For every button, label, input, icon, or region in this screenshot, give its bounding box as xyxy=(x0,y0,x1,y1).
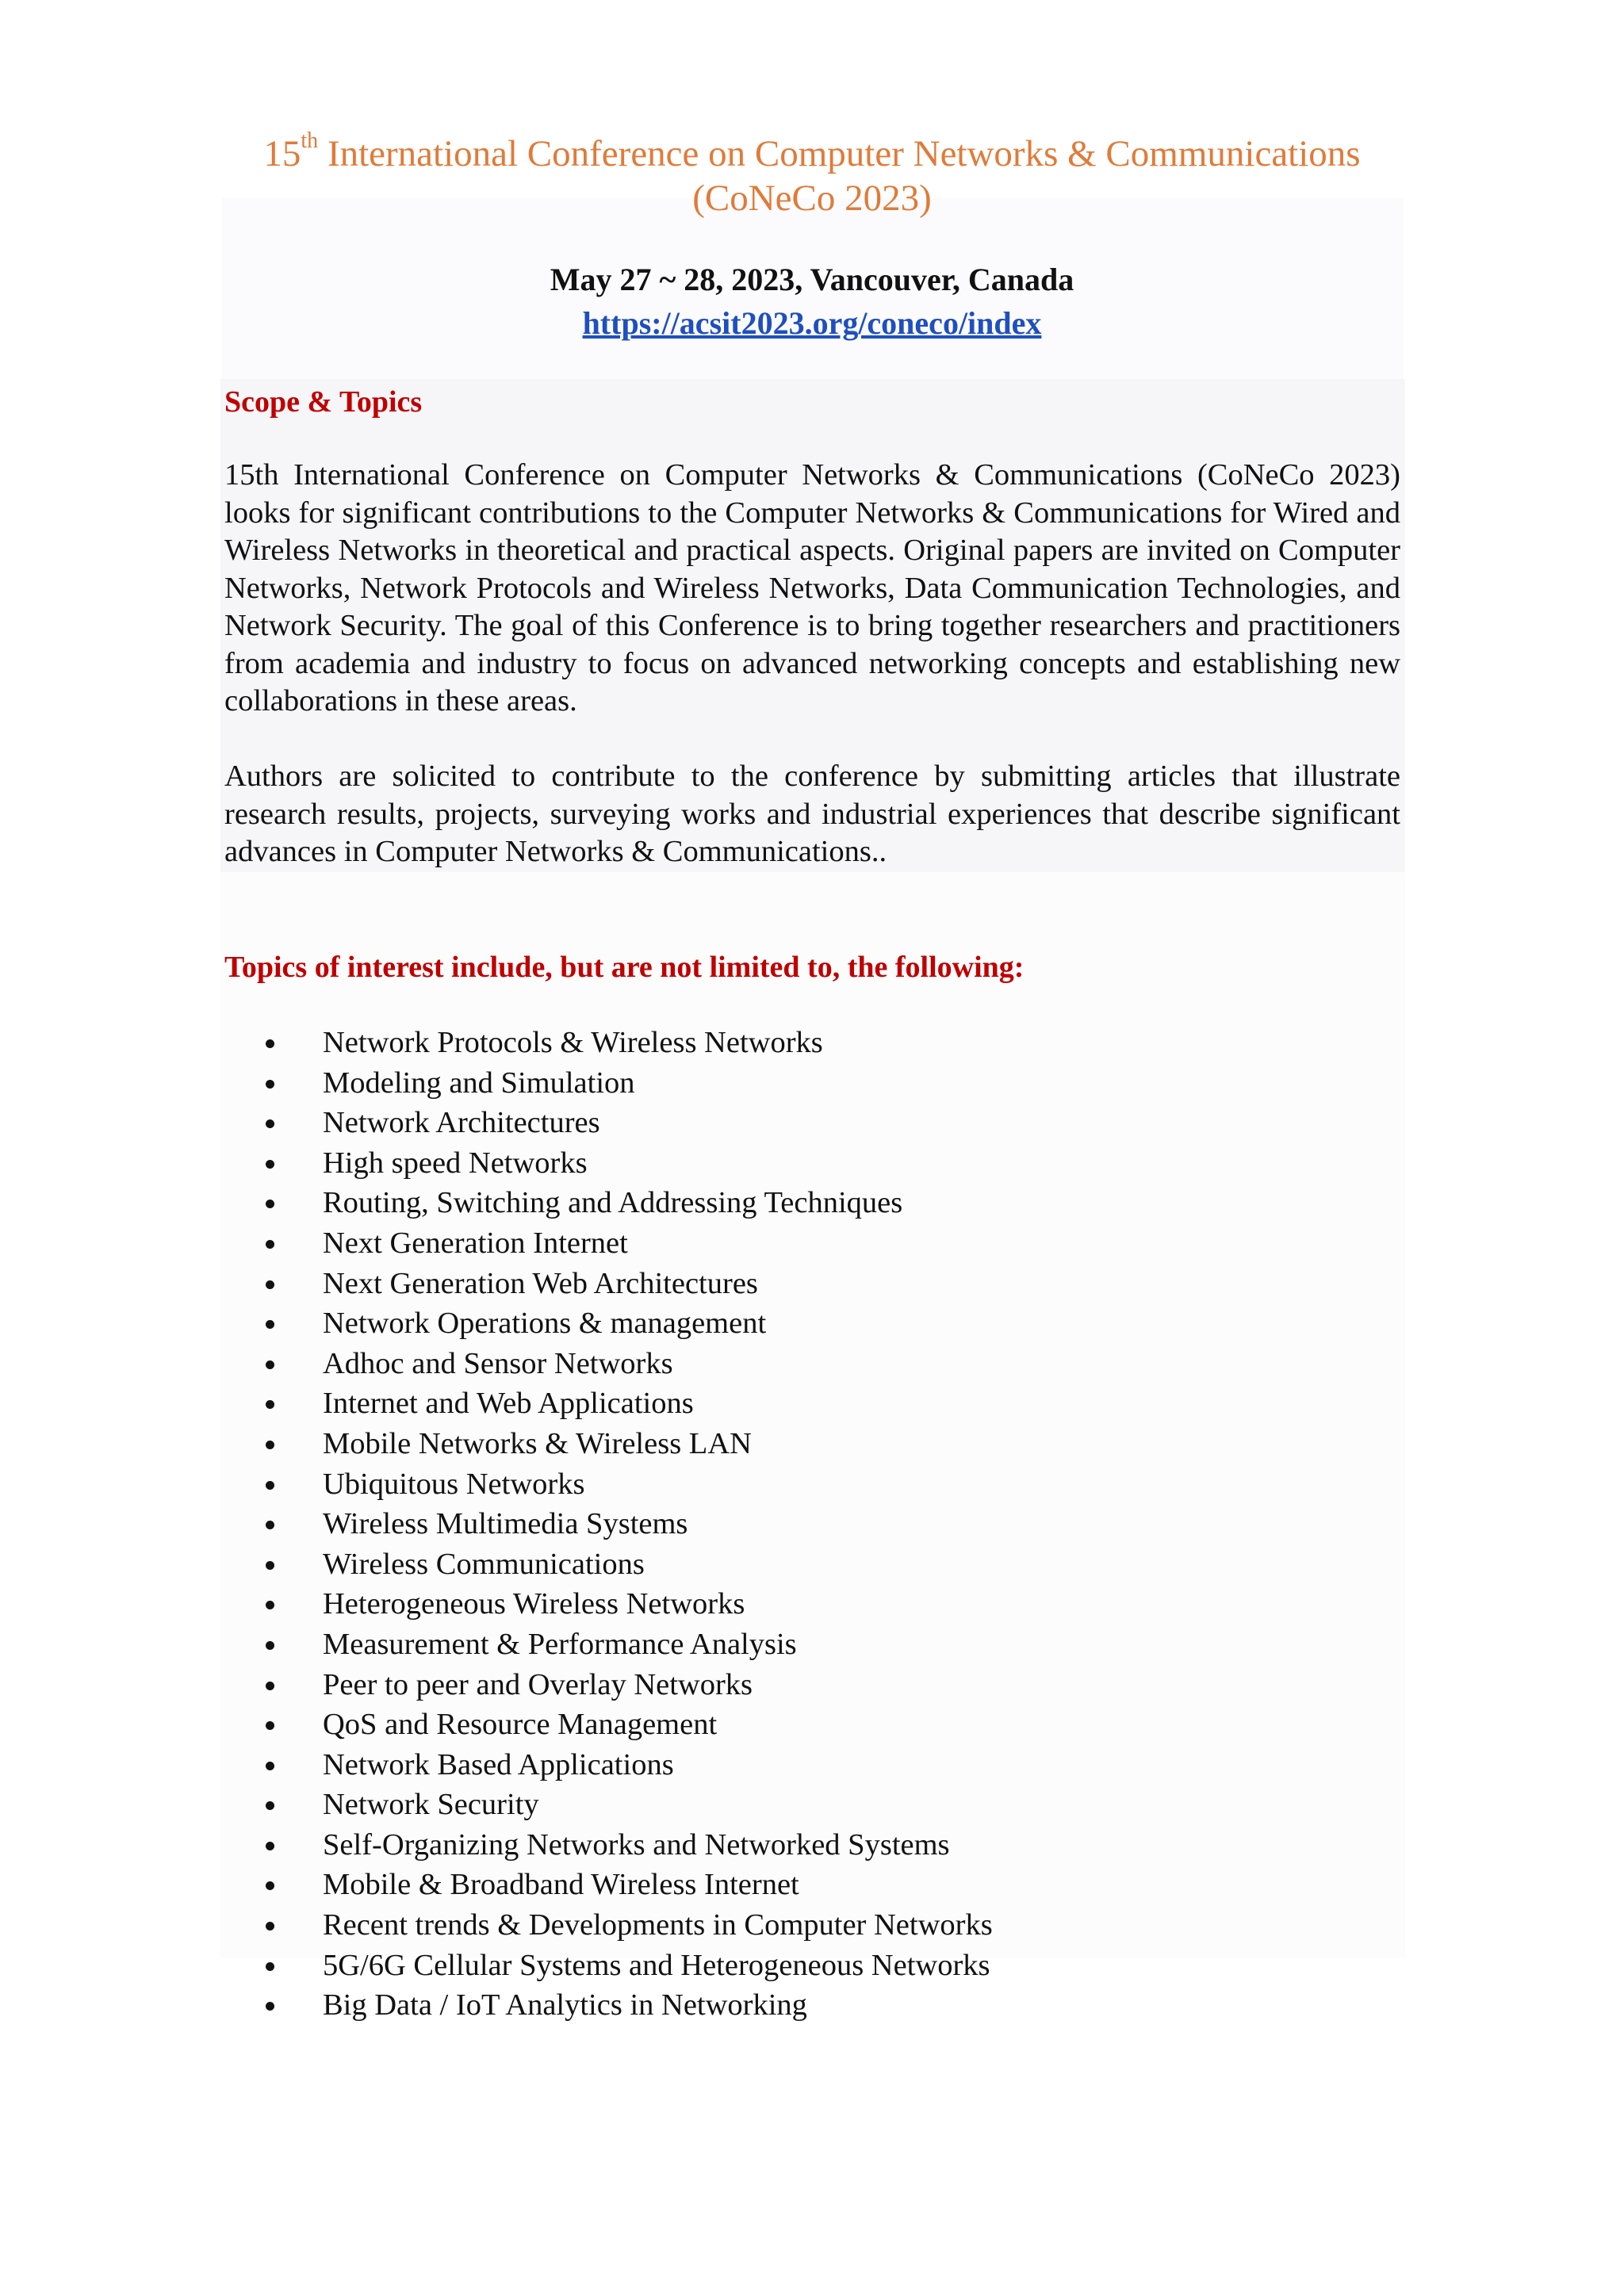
topic-list-item xyxy=(266,1303,993,1344)
topic-label: Wireless Multimedia Systems xyxy=(323,1507,688,1541)
topic-list-item xyxy=(266,1264,993,1304)
topic-list-item xyxy=(266,1143,993,1184)
topic-list-item xyxy=(266,1383,993,1424)
topics-list xyxy=(266,1023,993,2026)
topic-label: Network Operations & management xyxy=(323,1307,767,1341)
topic-list-item xyxy=(266,1705,993,1745)
bullet-icon xyxy=(266,1881,274,1890)
bullet-icon xyxy=(266,1160,274,1169)
topic-list-item xyxy=(266,1584,993,1624)
topic-label: Network Architectures xyxy=(323,1106,600,1140)
topic-list-item xyxy=(266,1023,993,1063)
bullet-icon xyxy=(266,1601,274,1609)
bullet-icon xyxy=(266,1119,274,1128)
topic-list-item xyxy=(266,1464,993,1505)
topic-label: Measurement & Performance Analysis xyxy=(323,1627,797,1661)
topic-label: 5G/6G Cellular Systems and Heterogeneous Networks xyxy=(323,1948,990,1982)
topic-list-item xyxy=(266,1624,993,1665)
topic-list-item xyxy=(266,1785,993,1825)
topic-list-item xyxy=(266,1544,993,1585)
topic-label: Routing, Switching and Addressing Techniques xyxy=(323,1186,903,1220)
conference-title-line2: (CoNeCo 2023) xyxy=(692,178,932,219)
topic-list-item xyxy=(266,1946,993,1986)
bullet-icon xyxy=(266,1682,274,1690)
topic-label: Big Data / IoT Analytics in Networking xyxy=(323,1988,807,2022)
topic-list-item xyxy=(266,1865,993,1905)
topic-label: Adhoc and Sensor Networks xyxy=(323,1346,673,1380)
bullet-icon xyxy=(266,1801,274,1810)
title-conference-name: International Conference on Computer Networks & Communications xyxy=(318,133,1361,174)
topic-list-item xyxy=(266,1183,993,1223)
topic-label: Heterogeneous Wireless Networks xyxy=(323,1587,745,1621)
bullet-icon xyxy=(266,1762,274,1770)
topic-label: Next Generation Web Architectures xyxy=(323,1266,758,1300)
topic-list-item xyxy=(266,1103,993,1143)
bullet-icon xyxy=(266,1400,274,1409)
bullet-icon xyxy=(266,1922,274,1931)
topic-label: Next Generation Internet xyxy=(323,1226,628,1260)
topic-list-item xyxy=(266,1344,993,1384)
topic-label: Modeling and Simulation xyxy=(323,1066,635,1100)
conference-url-container xyxy=(190,304,1434,343)
topic-list-item xyxy=(266,1665,993,1705)
topic-list-item xyxy=(266,1424,993,1464)
bullet-icon xyxy=(266,1320,274,1329)
event-date-location: May 27 ~ 28, 2023, Vancouver, Canada xyxy=(550,262,1074,297)
bullet-icon xyxy=(266,1080,274,1089)
topic-label: Network Protocols & Wireless Networks xyxy=(323,1026,823,1059)
topic-label: Ubiquitous Networks xyxy=(323,1467,585,1501)
conference-url-link[interactable]: https://acsit2023.org/coneco/index xyxy=(582,305,1042,341)
topic-label: Mobile & Broadband Wireless Internet xyxy=(323,1868,799,1902)
topic-label: Mobile Networks & Wireless LAN xyxy=(323,1426,752,1460)
topic-list-item xyxy=(266,1745,993,1785)
topic-label: QoS and Resource Management xyxy=(323,1708,718,1742)
bullet-icon xyxy=(266,1521,274,1529)
scope-heading: Scope & Topics xyxy=(224,385,423,419)
topic-label: Self-Organizing Networks and Networked Systems xyxy=(323,1827,950,1862)
topic-label: Recent trends & Developments in Computer Networks xyxy=(323,1908,993,1942)
bullet-icon xyxy=(266,1962,274,1971)
bullet-icon xyxy=(266,2002,274,2011)
bullet-icon xyxy=(266,1240,274,1249)
bullet-icon xyxy=(266,1280,274,1289)
bullet-icon xyxy=(266,1039,274,1048)
topic-label: Internet and Web Applications xyxy=(323,1387,694,1421)
scope-paragraph-1: 15th International Conference on Computer Networks & Communications (CoNeCo 2023) looks for significant contributions to the Computer Networks & Communications for Wired and Wireless Networks in theoretical and practical aspects. Original papers are invited on Computer Networks, Network Protocols and Wireless Networks, Data Communication Technologies, and Network Security. The goal of this Conference is to bring together researchers and practitioners from academia and industry to focus on advanced networking concepts and establishing new collaborations in these areas. xyxy=(224,458,1400,718)
bullet-icon xyxy=(266,1441,274,1449)
topic-list-item xyxy=(266,1905,993,1946)
conference-title xyxy=(190,128,1434,220)
conference-title-line1 xyxy=(190,128,1434,176)
topic-list-item xyxy=(266,1985,993,2026)
topics-heading: Topics of interest include, but are not limited to, the following: xyxy=(224,951,1025,984)
topic-list-item xyxy=(266,1504,993,1544)
bullet-icon xyxy=(266,1360,274,1369)
topic-label: Wireless Communications xyxy=(323,1547,645,1581)
bullet-icon xyxy=(266,1721,274,1730)
topic-label: Network Based Applications xyxy=(323,1747,674,1781)
bullet-icon xyxy=(266,1481,274,1490)
topic-label: Network Security xyxy=(323,1788,539,1822)
title-ordinal-number: 15 xyxy=(263,133,301,174)
bullet-icon xyxy=(266,1641,274,1650)
topic-list-item xyxy=(266,1223,993,1264)
topic-list-item xyxy=(266,1063,993,1104)
bullet-icon xyxy=(266,1842,274,1850)
bullet-icon xyxy=(266,1561,274,1570)
bullet-icon xyxy=(266,1200,274,1208)
topic-label: High speed Networks xyxy=(323,1146,588,1180)
scope-paragraph-2: Authors are solicited to contribute to the conference by submitting articles that illustrate research results, projects, surveying works and industrial experiences that describe significant advances in Computer Networks & Communications.. xyxy=(224,760,1400,868)
topic-list-item xyxy=(266,1825,993,1866)
title-ordinal-suffix: th xyxy=(301,128,319,154)
topic-label: Peer to peer and Overlay Networks xyxy=(323,1667,753,1701)
